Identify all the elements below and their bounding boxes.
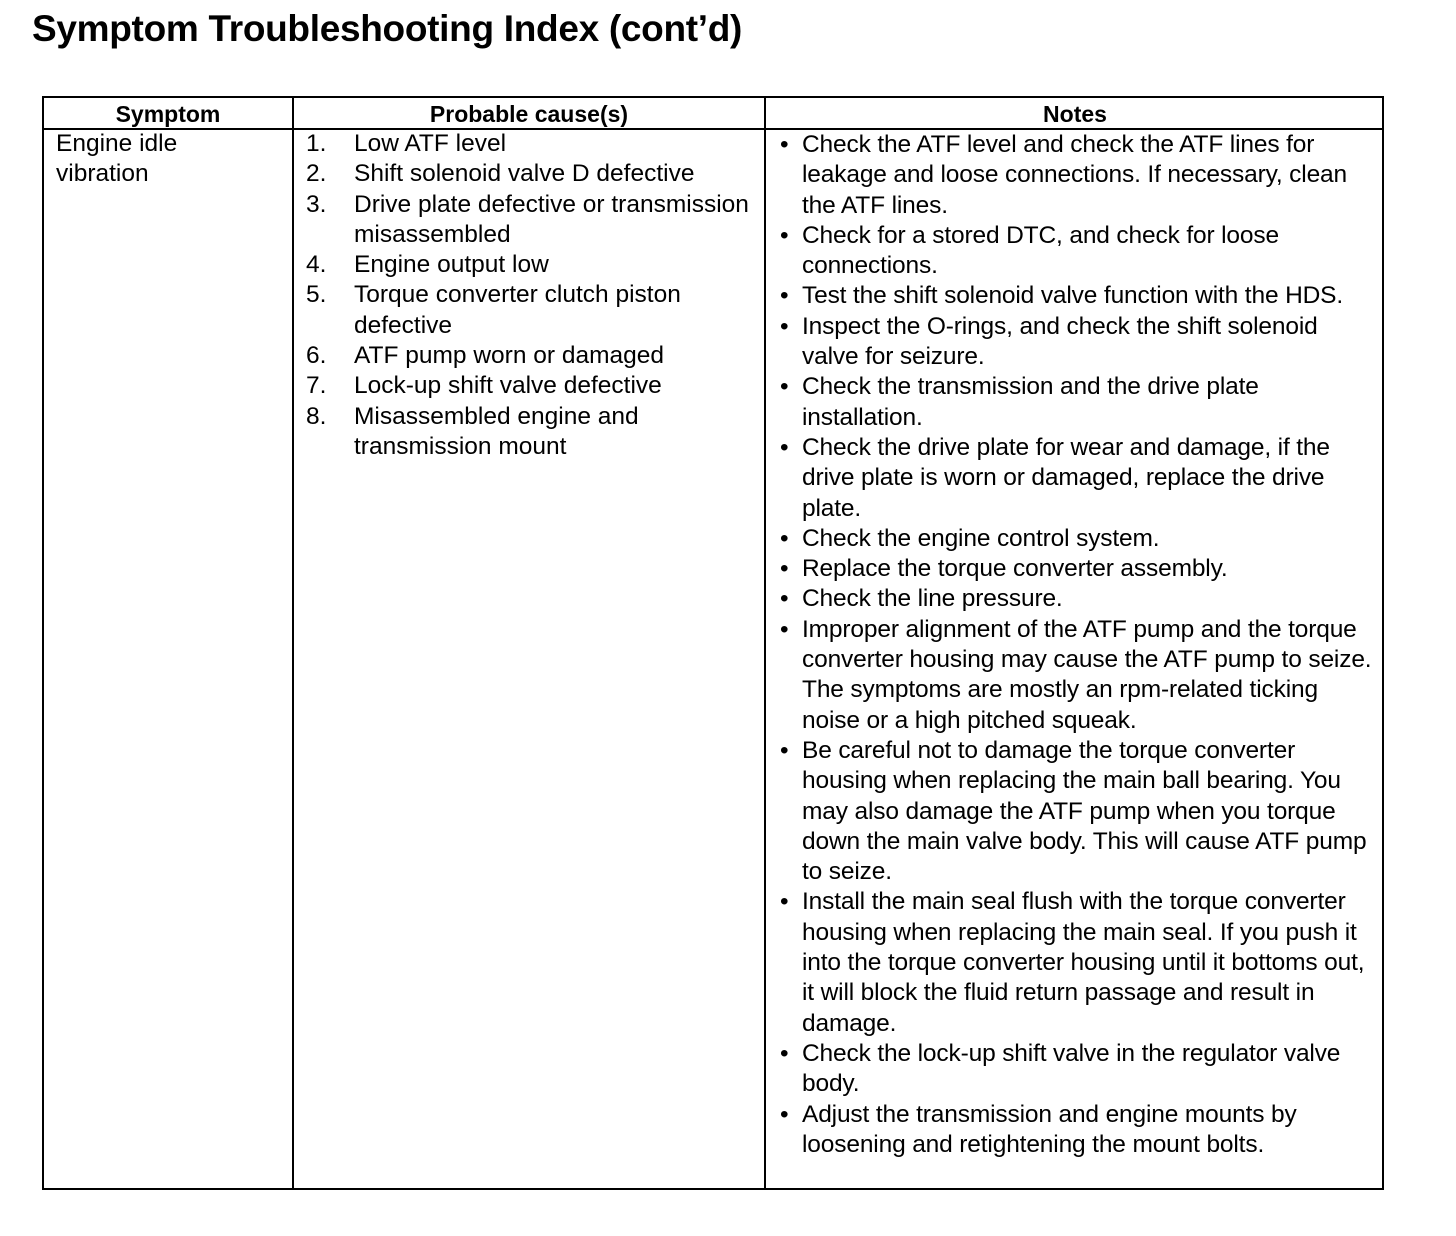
cause-number: 5.: [306, 281, 327, 309]
note-item: [778, 615, 1378, 736]
bullet-icon: •: [780, 736, 789, 764]
header-symptom: Symptom: [115, 101, 221, 127]
note-text: Check the transmission and the drive plate installation.: [802, 373, 1259, 431]
cause-number: 1.: [306, 130, 327, 157]
note-item: [778, 130, 1378, 221]
note-item: [778, 1100, 1378, 1161]
note-text: Check the drive plate for wear and damage, if the drive plate is worn or damaged, replace the drive plate.: [802, 433, 1330, 522]
note-item: [778, 1039, 1378, 1100]
cause-item: [306, 129, 760, 159]
page-title: Symptom Troubleshooting Index (cont’d): [32, 8, 743, 49]
note-item: [778, 524, 1378, 554]
cause-number: 2.: [306, 160, 327, 188]
note-item: [778, 281, 1378, 311]
bullet-icon: •: [780, 373, 789, 401]
troubleshooting-table: [42, 96, 1384, 1190]
cause-text: Drive plate defective or transmission misassembled: [354, 190, 749, 248]
note-item: [778, 584, 1378, 614]
note-item: [778, 554, 1378, 584]
bullet-icon: •: [780, 282, 789, 310]
cause-number: 8.: [306, 402, 327, 430]
cause-text: Lock-up shift valve defective: [354, 372, 662, 400]
cause-item: [306, 159, 760, 189]
note-text: Check the lock-up shift valve in the regulator valve body.: [802, 1039, 1341, 1098]
bullet-icon: •: [780, 524, 789, 552]
header-notes: Notes: [1043, 101, 1107, 127]
note-item: [778, 887, 1378, 1038]
note-text: Install the main seal flush with the torque converter housing when replacing the main seal. If you push it into the torque converter housing until it bottoms out, it will block the fluid return passage and result in damage.: [802, 888, 1365, 1037]
cause-item: [306, 280, 760, 341]
note-text: Inspect the O-rings, and check the shift solenoid valve for seizure.: [802, 312, 1318, 371]
bullet-icon: •: [780, 585, 789, 613]
note-text: Check for a stored DTC, and check for loose connections.: [802, 221, 1279, 280]
note-item: [778, 736, 1378, 887]
cause-number: 4.: [306, 251, 327, 279]
cause-text: Torque converter clutch piston defective: [354, 281, 681, 339]
causes-cell: [306, 129, 760, 462]
note-text: Check the line pressure.: [802, 585, 1063, 613]
note-item: [778, 372, 1378, 433]
cause-item: [306, 341, 760, 371]
bullet-icon: •: [780, 221, 789, 249]
bullet-icon: •: [780, 433, 789, 461]
note-item: [778, 221, 1378, 282]
bullet-icon: •: [780, 1100, 789, 1128]
cause-number: 7.: [306, 372, 327, 400]
cause-item: [306, 371, 760, 401]
note-item: [778, 433, 1378, 524]
note-text: Check the ATF level and check the ATF lines for leakage and loose connections. If necessary, clean the ATF lines.: [802, 131, 1348, 219]
cause-text: Misassembled engine and transmission mount: [354, 402, 639, 460]
bullet-icon: •: [780, 888, 789, 916]
cause-list: [306, 129, 760, 462]
cause-item: [306, 190, 760, 251]
notes-cell: [778, 130, 1378, 1160]
note-item: [778, 312, 1378, 373]
bullet-icon: •: [780, 1039, 789, 1067]
symptom-cell: [56, 129, 286, 190]
note-text: Adjust the transmission and engine mounts by loosening and retightening the mount bolts.: [802, 1100, 1297, 1158]
header-probable-causes: Probable cause(s): [429, 101, 629, 127]
bullet-icon: •: [780, 312, 789, 340]
bullet-icon: •: [780, 555, 789, 583]
note-list: [778, 130, 1378, 1160]
cause-text: ATF pump worn or damaged: [354, 342, 665, 370]
note-text: Replace the torque converter assembly.: [802, 555, 1228, 583]
cause-text: Shift solenoid valve D defective: [354, 160, 695, 188]
cause-text: Low ATF level: [354, 130, 507, 157]
bullet-icon: •: [780, 131, 789, 158]
note-text: Test the shift solenoid valve function with the HDS.: [802, 282, 1344, 310]
symptom-text: Engine idle vibration: [56, 130, 178, 188]
cause-number: 6.: [306, 342, 327, 370]
note-text: Check the engine control system.: [802, 524, 1160, 552]
column-divider: [292, 98, 294, 1188]
note-text: Be careful not to damage the torque converter housing when replacing the main ball bearing. You may also damage the ATF pump when you torque down the main valve body. This will cause ATF pump to seize.: [802, 736, 1367, 886]
cause-item: [306, 250, 760, 280]
cause-number: 3.: [306, 190, 327, 218]
column-divider: [764, 98, 766, 1188]
cause-item: [306, 402, 760, 463]
cause-text: Engine output low: [354, 251, 549, 279]
bullet-icon: •: [780, 615, 789, 643]
note-text: Improper alignment of the ATF pump and the torque converter housing may cause the ATF pump to seize. The symptoms are mostly an rpm-related ticking noise or a high pitched squeak.: [802, 615, 1372, 734]
